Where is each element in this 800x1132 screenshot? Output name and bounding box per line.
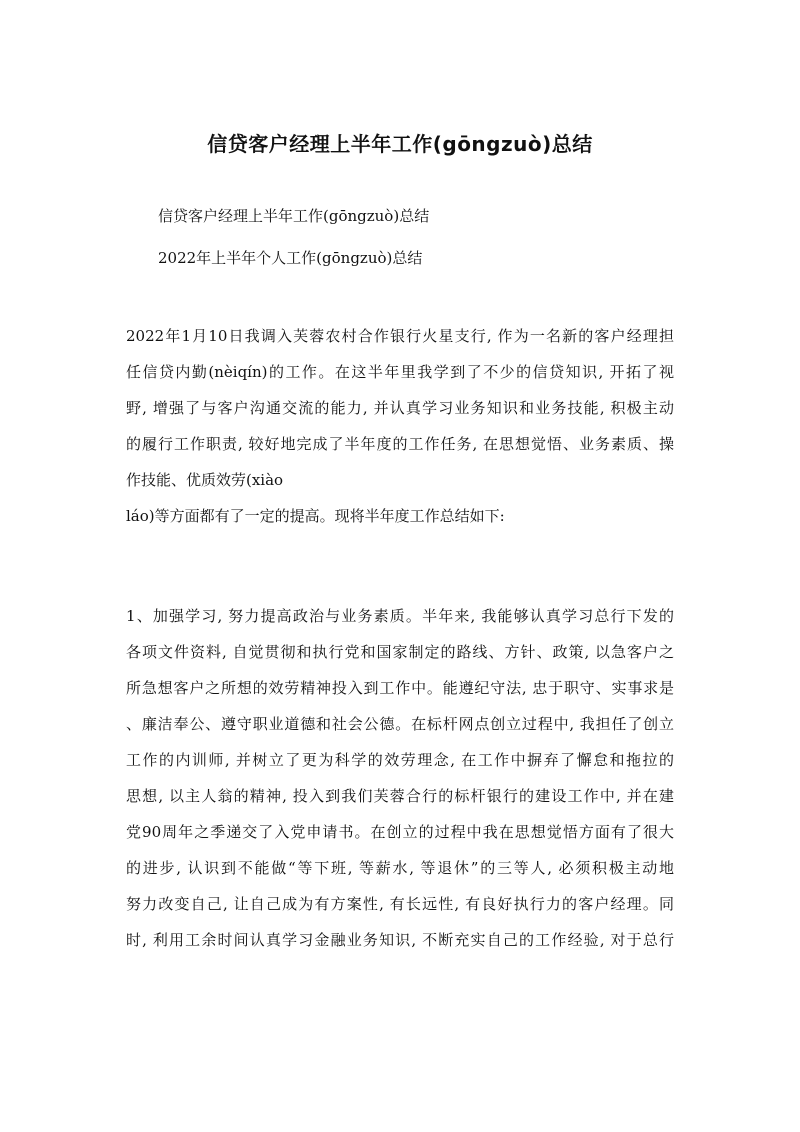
paragraph-line: 1、加强学习, 努力提高政治与业务素质。半年来, 我能够认真学习总行下发的 <box>126 607 674 625</box>
paragraph-line: 野, 增强了与客户沟通交流的能力, 并认真学习业务知识和业务技能, 积极主动 <box>126 399 674 417</box>
paragraph-line: 时, 利用工余时间认真学习金融业务知识, 不断充实自己的工作经验, 对于总行 <box>126 931 674 949</box>
paragraph-line: 、廉洁奉公、遵守职业道德和社会公德。在标杆网点创立过程中, 我担任了创立 <box>126 715 674 733</box>
paragraph-line: 努力改变自己, 让自己成为有方案性, 有长远性, 有良好执行力的客户经理。同 <box>126 895 674 913</box>
paragraph-line: láo)等方面都有了一定的提高。现将半年度工作总结如下: <box>126 507 505 525</box>
paragraph-line: 各项文件资料, 自觉贯彻和执行党和国家制定的路线、方针、政策, 以急客户之 <box>126 643 674 661</box>
paragraph-intro <box>126 318 674 534</box>
paragraph-line: 思想, 以主人翁的精神, 投入到我们芙蓉合行的标杆银行的建设工作中, 并在建 <box>126 787 674 805</box>
paragraph-line: 2022年1月10日我调入芙蓉农村合作银行火星支行, 作为一名新的客户经理担 <box>126 327 674 345</box>
paragraph-line: 的履行工作职责, 较好地完成了半年度的工作任务, 在思想觉悟、业务素质、操 <box>126 435 674 453</box>
paragraph-line: 的进步, 认识到不能做“等下班, 等薪水, 等退休”的三等人, 必须积极主动地 <box>126 859 674 877</box>
paragraph-line: 任信贷内勤(nèiqín)的工作。在这半年里我学到了不少的信贷知识, 开拓了视 <box>126 363 674 381</box>
paragraph-line: 工作的内训师, 并树立了更为科学的效劳理念, 在工作中摒弃了懈怠和拖拉的 <box>126 751 674 769</box>
paragraph-line: 所急想客户之所想的效劳精神投入到工作中。能遵纪守法, 忠于职守、实事求是 <box>126 679 674 697</box>
document-subtitle: 信贷客户经理上半年工作(gōngzuò)总结 <box>158 207 430 225</box>
document-title: 信贷客户经理上半年工作(gōngzuò)总结 <box>207 132 593 156</box>
paragraph-line: 党90周年之季递交了入党申请书。在创立的过程中我在思想觉悟方面有了很大 <box>126 823 674 841</box>
document-subtitle-year: 2022年上半年个人工作(gōngzuò)总结 <box>158 249 423 267</box>
paragraph-line: 作技能、优质效劳(xiào <box>126 471 284 489</box>
paragraph-section-1 <box>126 598 674 958</box>
